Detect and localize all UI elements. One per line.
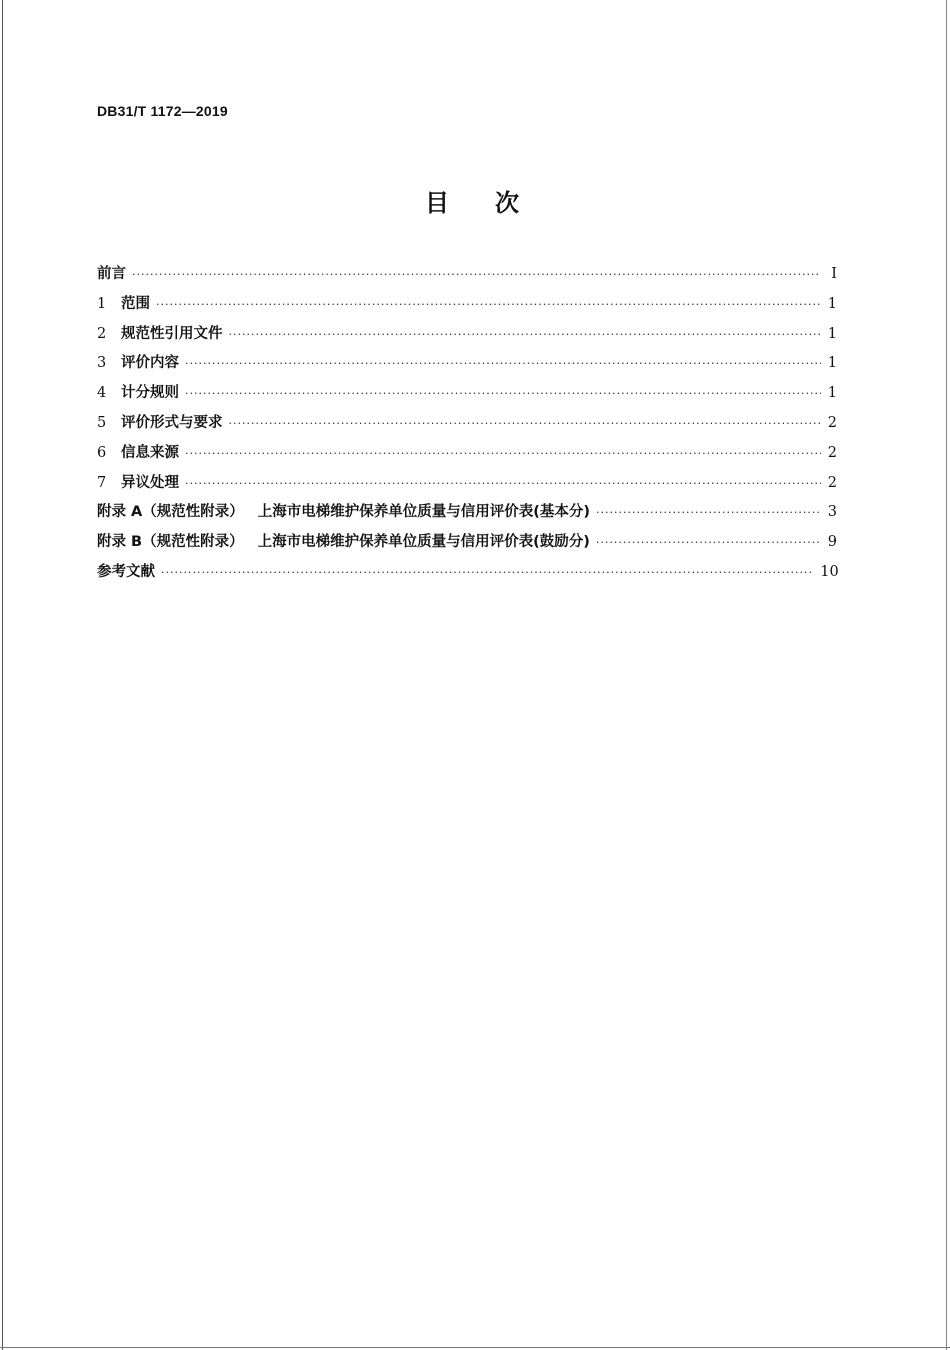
- toc-entry-label: 附录 B（规范性附录）: [97, 534, 244, 551]
- toc-leader-dots: [185, 447, 821, 460]
- toc-entry-number: 2: [97, 325, 107, 342]
- toc-entry-objection-handling[interactable]: [97, 471, 837, 501]
- toc-leader-dots: [132, 268, 821, 281]
- toc-entry-number: 6: [97, 444, 107, 461]
- toc-entry-foreword[interactable]: [97, 262, 837, 292]
- toc-leader-dots: [596, 506, 821, 519]
- toc-entry-evaluation-form[interactable]: [97, 411, 837, 441]
- document-number: DB31/T 1172—2019: [97, 103, 228, 119]
- toc-entry-label: 参考文献: [97, 563, 155, 580]
- page-title: 目次: [425, 189, 565, 217]
- toc-leader-dots: [161, 566, 814, 579]
- toc-entry-appendix-a[interactable]: [97, 500, 837, 530]
- toc-entry-page: 10: [820, 563, 839, 580]
- toc-entry-evaluation-content[interactable]: [97, 351, 837, 381]
- toc-entry-number: 7: [97, 474, 107, 491]
- toc-entry-label: 评价内容: [121, 355, 179, 372]
- toc-entry-information-sources[interactable]: [97, 441, 837, 471]
- toc-entry-number: 3: [97, 355, 107, 372]
- toc-entry-page: 2: [827, 474, 837, 491]
- toc-leader-dots: [185, 477, 821, 490]
- toc-entry-page: 1: [827, 325, 837, 342]
- toc-entry-page: 1: [827, 355, 837, 372]
- toc-entry-number: 4: [97, 385, 107, 402]
- toc-entry-label: 计分规则: [121, 385, 179, 402]
- toc-entry-page: I: [831, 266, 837, 282]
- toc-entry-bibliography[interactable]: [97, 560, 837, 590]
- toc-leader-dots: [156, 298, 821, 311]
- toc-entry-subtitle: 上海市电梯维护保养单位质量与信用评价表(基本分): [257, 504, 591, 521]
- toc-entry-label: 附录 A（规范性附录）: [97, 504, 244, 521]
- toc-entry-label: 范围: [121, 295, 150, 312]
- toc-leader-dots: [185, 357, 821, 370]
- toc-entry-number: 5: [97, 414, 107, 431]
- toc-leader-dots: [185, 387, 821, 400]
- toc-entry-page: 2: [827, 414, 837, 431]
- toc-entry-scope[interactable]: [97, 292, 837, 322]
- toc-entry-page: 2: [827, 444, 837, 461]
- toc-leader-dots: [229, 417, 822, 430]
- toc-entry-label: 前言: [97, 266, 126, 282]
- toc-entry-label: 规范性引用文件: [121, 325, 223, 342]
- toc-leader-dots: [596, 536, 821, 549]
- toc-entry-page: 1: [827, 385, 837, 402]
- toc-entry-scoring-rules[interactable]: [97, 381, 837, 411]
- toc-entry-normative-references[interactable]: [97, 322, 837, 352]
- table-of-contents: [97, 262, 837, 590]
- toc-entry-label: 异议处理: [121, 474, 179, 491]
- toc-leader-dots: [229, 328, 822, 341]
- toc-entry-page: 3: [827, 504, 837, 521]
- toc-entry-subtitle: 上海市电梯维护保养单位质量与信用评价表(鼓励分): [257, 534, 590, 551]
- toc-entry-label: 信息来源: [121, 444, 179, 461]
- toc-entry-page: 9: [827, 534, 837, 551]
- page-bottom-edge: [0, 1347, 950, 1348]
- toc-entry-page: 1: [827, 295, 837, 312]
- toc-entry-label: 评价形式与要求: [121, 414, 223, 431]
- toc-entry-appendix-b[interactable]: [97, 530, 837, 560]
- toc-entry-number: 1: [97, 295, 107, 312]
